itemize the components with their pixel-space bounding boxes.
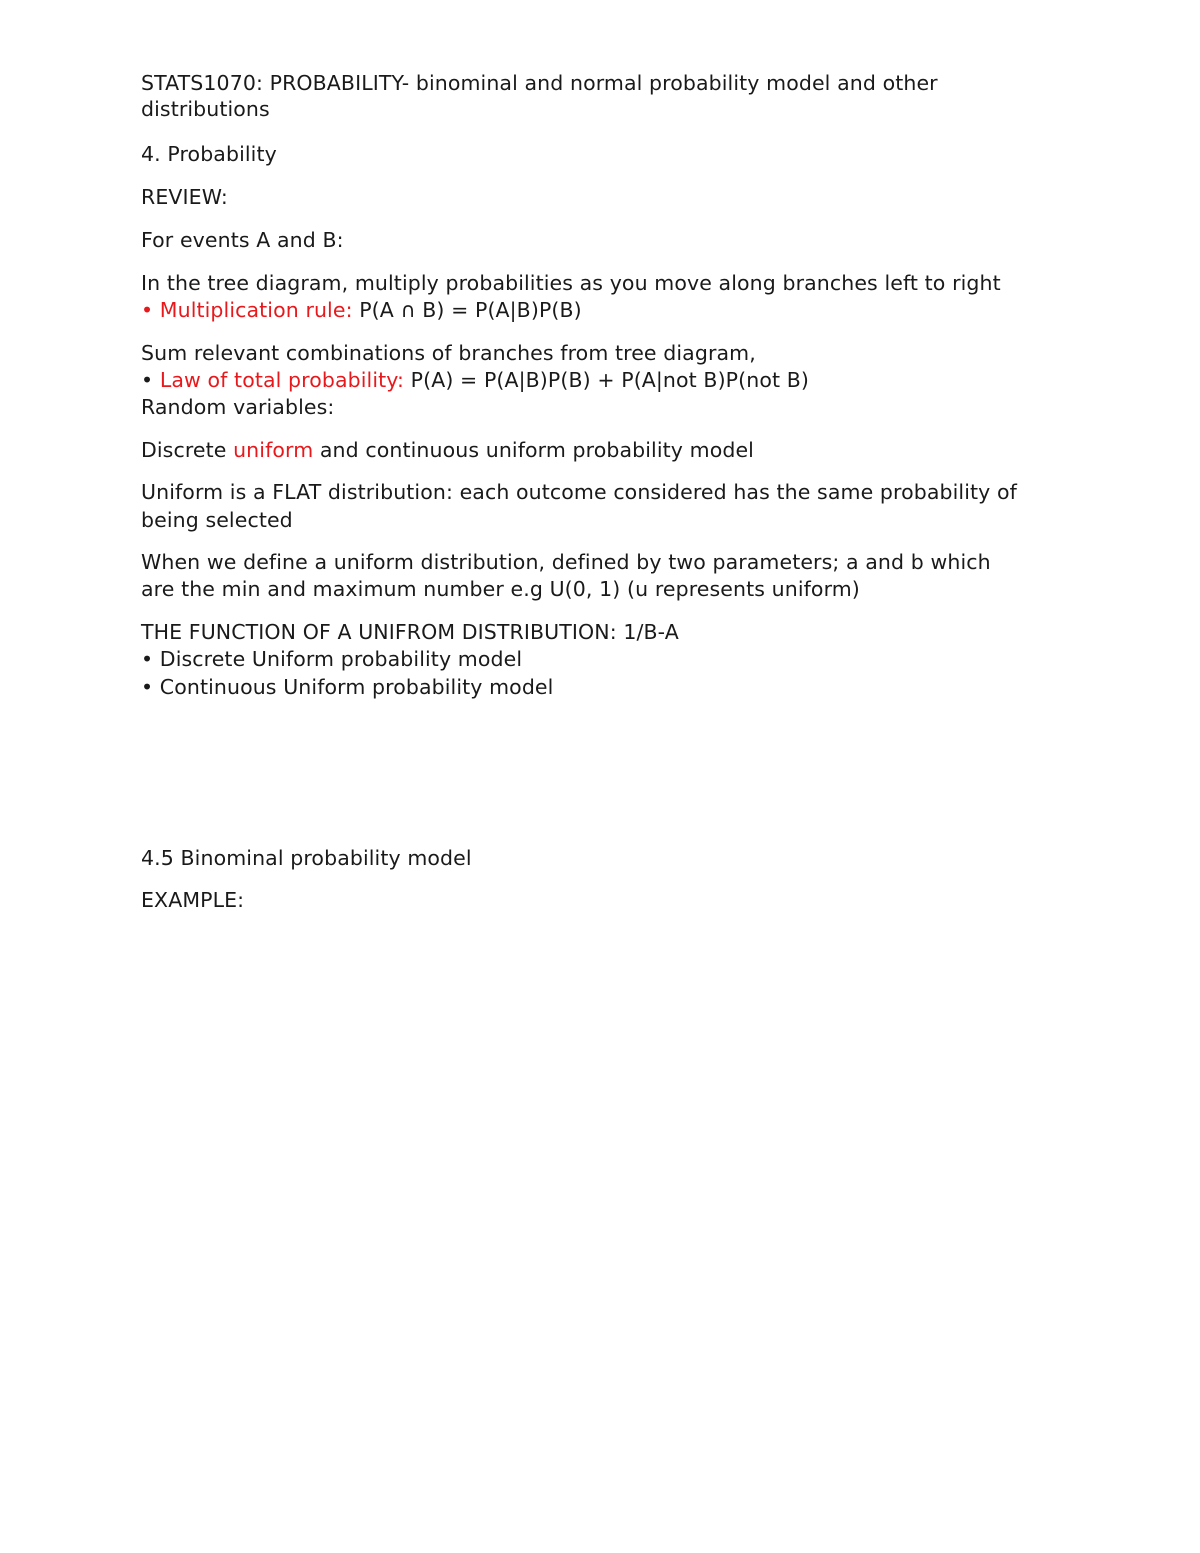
example-label: EXAMPLE: [141, 888, 245, 912]
total-probability-line [141, 367, 809, 393]
define-uniform-line-2: are the min and maximum number e.g U(0, 1) (u represents uniform) [141, 577, 860, 601]
review-label: REVIEW: [141, 185, 228, 209]
binomial-heading: 4.5 Binominal probability model [141, 846, 472, 870]
uniform-line-after: and continuous uniform probability model [313, 438, 754, 462]
uniform-line-before: Discrete [141, 438, 234, 462]
define-uniform-line-1: When we define a uniform distribution, defined by two parameters; a and b which [141, 550, 991, 574]
multiplication-rule-label: • Multiplication rule: [141, 298, 353, 322]
document-title-line-2: distributions [141, 97, 270, 121]
bullet-continuous-uniform: • Continuous Uniform probability model [141, 675, 554, 699]
random-variables-label: Random variables: [141, 395, 335, 419]
events-line: For events A and B: [141, 228, 344, 252]
sum-branches-line: Sum relevant combinations of branches from tree diagram, [141, 341, 756, 365]
multiplication-rule-line [141, 297, 582, 323]
uniform-model-line [141, 437, 754, 463]
document-title-line-1: STATS1070: PROBABILITY- binominal and normal probability model and other [141, 71, 938, 95]
uniform-function-line: THE FUNCTION OF A UNIFROM DISTRIBUTION: 1/B-A [141, 620, 679, 644]
bullet-discrete-uniform: • Discrete Uniform probability model [141, 647, 523, 671]
section-heading: 4. Probability [141, 142, 277, 166]
total-probability-bullet: • [141, 368, 160, 392]
total-probability-label: Law of total probability: [159, 368, 405, 392]
flat-distribution-line-2: being selected [141, 508, 293, 532]
tree-diagram-line: In the tree diagram, multiply probabilities as you move along branches left to right [141, 271, 1001, 295]
multiplication-rule-formula: P(A ∩ B) = P(A|B)P(B) [352, 298, 582, 322]
uniform-highlight: uniform [233, 438, 314, 462]
total-probability-formula: P(A) = P(A|B)P(B) + P(A|not B)P(not B) [404, 368, 809, 392]
flat-distribution-line-1: Uniform is a FLAT distribution: each outcome considered has the same probability of [141, 480, 1017, 504]
